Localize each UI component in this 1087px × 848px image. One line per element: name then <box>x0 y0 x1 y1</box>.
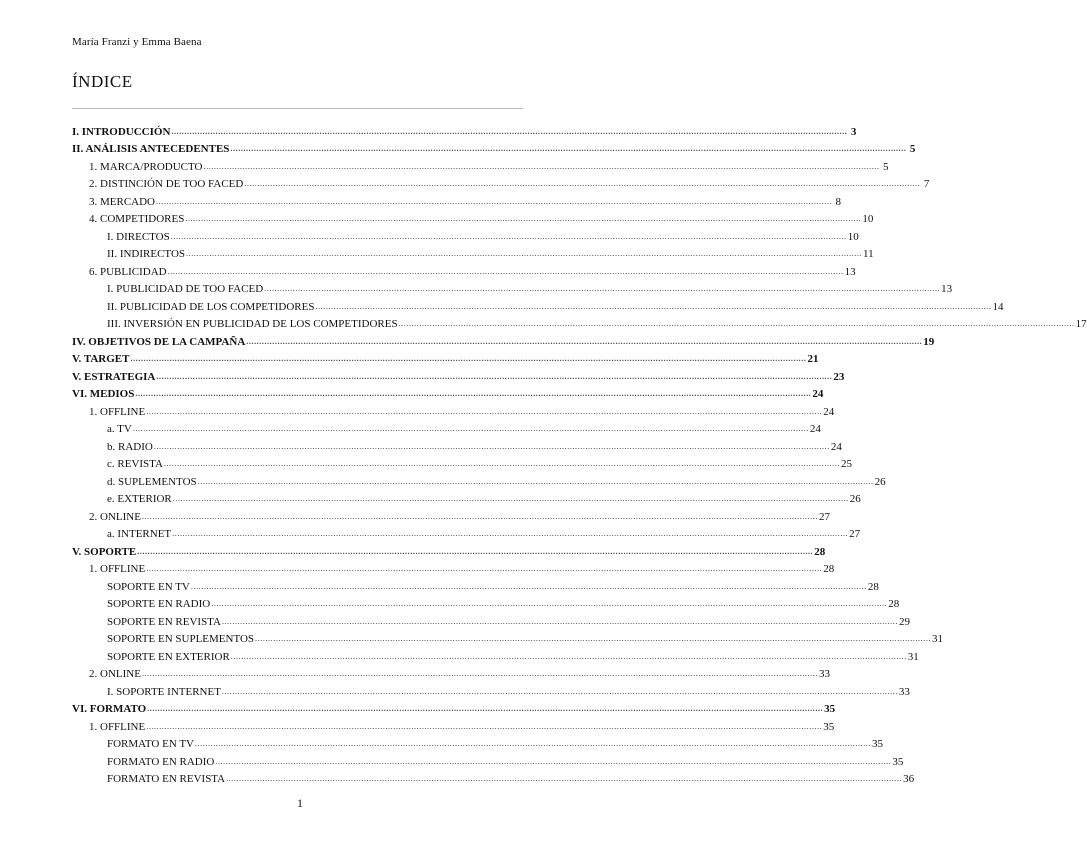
toc-leader-dots: .................................................................................................................................................................................................................................................................... <box>141 511 818 521</box>
toc-entry-page: 29 <box>898 615 910 628</box>
toc-entry-page: 5 <box>883 160 889 173</box>
page-title: ÍNDICE <box>72 72 133 91</box>
toc-leader-dots: .................................................................................................................................................................................................................................................................... <box>147 704 824 713</box>
toc-leader-dots: .................................................................................................................................................................................................................................................................... <box>255 634 932 643</box>
toc-leader-dots: .................................................................................................................................................................................................................................................................... <box>264 284 941 293</box>
toc-entry-page: 14 <box>992 300 1004 313</box>
toc-entry[interactable] <box>72 418 821 436</box>
toc-entry[interactable] <box>72 365 845 383</box>
toc-entry[interactable] <box>72 698 836 716</box>
toc-leader-dots: .................................................................................................................................................................................................................................................................... <box>197 476 874 486</box>
toc-leader-dots: .................................................................................................................................................................................................................................................................... <box>170 231 847 241</box>
toc-entry-title: V. ESTRATEGIA <box>72 370 156 383</box>
toc-entry-page: 24 <box>823 405 835 418</box>
toc-entry-page: 35 <box>824 703 836 715</box>
toc-entry-title: V. SOPORTE <box>72 545 137 558</box>
toc-entry-page: 10 <box>862 213 874 225</box>
toc-entry[interactable] <box>72 505 830 523</box>
toc-leader-dots: .................................................................................................................................................................................................................................................................... <box>244 179 921 188</box>
toc-entry-title: SOPORTE EN SUPLEMENTOS <box>107 633 255 645</box>
toc-leader-dots: .................................................................................................................................................................................................................................................................... <box>137 546 814 556</box>
page-number: 1 <box>297 796 303 810</box>
toc-entry-title: d. SUPLEMENTOS <box>107 475 197 488</box>
toc-leader-dots: .................................................................................................................................................................................................................................................................... <box>215 756 892 766</box>
toc-entry-page: 31 <box>907 650 919 663</box>
toc-entry[interactable] <box>72 768 915 786</box>
toc-entry-page: 28 <box>867 580 879 593</box>
toc-entry[interactable] <box>72 190 842 208</box>
toc-entry-title: b. RADIO <box>107 440 153 453</box>
toc-entry-page: 26 <box>874 475 886 488</box>
toc-entry-page: 24 <box>812 388 824 400</box>
toc-entry[interactable] <box>72 593 900 611</box>
toc-leader-dots: .................................................................................................................................................................................................................................................................... <box>195 739 871 748</box>
toc-entry-title: c. REVISTA <box>107 458 163 470</box>
toc-entry[interactable] <box>72 470 886 488</box>
toc-entry-title: I. PUBLICIDAD DE TOO FACED <box>107 283 264 295</box>
toc-entry[interactable] <box>72 645 919 663</box>
toc-entry[interactable] <box>72 488 861 506</box>
toc-leader-dots: .................................................................................................................................................................................................................................................................... <box>163 459 840 468</box>
toc-entry-title: 2. DISTINCIÓN DE TOO FACED <box>89 178 244 190</box>
toc-entry-title: I. DIRECTOS <box>107 230 170 243</box>
toc-leader-dots: .................................................................................................................................................................................................................................................................... <box>221 686 898 696</box>
toc-entry-page: 23 <box>833 370 845 383</box>
toc-leader-dots: .................................................................................................................................................................................................................................................................... <box>146 721 823 731</box>
toc-entry-page: 27 <box>818 510 830 523</box>
toc-entry[interactable] <box>72 225 859 243</box>
toc-entry-page: 28 <box>823 563 835 575</box>
toc-leader-dots: .................................................................................................................................................................................................................................................................... <box>167 266 844 276</box>
toc-entry-page: 7 <box>923 178 930 190</box>
toc-entry-title: VI. MEDIOS <box>72 388 135 400</box>
toc-entry[interactable] <box>72 663 830 681</box>
toc-entry-title: V. TARGET <box>72 353 130 365</box>
toc-entry-page: 13 <box>941 283 953 295</box>
toc-leader-dots: .................................................................................................................................................................................................................................................................... <box>146 564 823 573</box>
toc-entry[interactable] <box>72 400 835 418</box>
toc-leader-dots: .................................................................................................................................................................................................................................................................... <box>186 249 863 258</box>
toc-leader-dots: .................................................................................................................................................................................................................................................................... <box>153 441 830 451</box>
header-author: María Franzi y Emma Baena <box>72 36 202 48</box>
toc-entry[interactable] <box>72 138 916 156</box>
toc-entry-page: 27 <box>849 528 861 540</box>
toc-entry-title: II. PUBLICIDAD DE LOS COMPETIDORES <box>107 300 315 313</box>
toc-entry-page: 36 <box>903 773 915 785</box>
toc-entry-title: e. EXTERIOR <box>107 493 172 505</box>
toc-entry[interactable] <box>72 313 1087 331</box>
toc-entry-page: 24 <box>830 440 842 453</box>
toc-entry[interactable] <box>72 173 930 191</box>
toc-entry-page: 33 <box>898 685 910 698</box>
toc-entry-page: 28 <box>888 598 900 610</box>
toc-entry-page: 19 <box>923 335 935 348</box>
toc-entry[interactable] <box>72 610 910 628</box>
toc-leader-dots: .................................................................................................................................................................................................................................................................... <box>226 774 903 783</box>
toc-entry[interactable] <box>72 295 1004 313</box>
toc-entry-title: II. ANÁLISIS ANTECEDENTES <box>72 143 230 155</box>
toc-entry-title: I. SOPORTE INTERNET <box>107 685 221 698</box>
toc-entry-title: a. INTERNET <box>107 528 172 540</box>
toc-entry[interactable] <box>72 208 874 226</box>
toc-entry[interactable] <box>72 260 856 278</box>
toc-entry-title: FORMATO EN TV <box>107 738 194 750</box>
toc-entry[interactable] <box>72 435 842 453</box>
toc-entry[interactable] <box>72 383 824 401</box>
toc-entry-title: 4. COMPETIDORES <box>89 213 185 225</box>
toc-entry[interactable] <box>72 575 879 593</box>
toc-entry-title: a. TV <box>107 423 132 435</box>
toc-entry-title: FORMATO EN REVISTA <box>107 773 226 785</box>
toc-leader-dots: .................................................................................................................................................................................................................................................................... <box>246 336 923 346</box>
toc-entry-title: 6. PUBLICIDAD <box>89 265 167 278</box>
toc-leader-dots: .................................................................................................................................................................................................................................................................... <box>211 599 888 608</box>
toc-leader-dots: .................................................................................................................................................................................................................................................................... <box>135 389 812 398</box>
toc-leader-dots: .................................................................................................................................................................................................................................................................... <box>171 126 848 136</box>
toc-entry-title: SOPORTE EN REVISTA <box>107 615 221 628</box>
toc-leader-dots: .................................................................................................................................................................................................................................................................... <box>221 616 898 626</box>
toc-leader-dots: .................................................................................................................................................................................................................................................................... <box>172 529 849 538</box>
toc-entry-page: 35 <box>892 755 904 768</box>
toc-entry-page: 33 <box>818 668 830 680</box>
toc-entry[interactable] <box>72 558 835 576</box>
toc-leader-dots: .................................................................................................................................................................................................................................................................... <box>230 144 907 153</box>
toc-entry-page: 35 <box>823 720 835 733</box>
toc-entry-title: IV. OBJETIVOS DE LA CAMPAÑA <box>72 335 246 348</box>
toc-entry[interactable] <box>72 243 874 261</box>
toc-entry[interactable] <box>72 523 861 541</box>
toc-entry[interactable] <box>72 155 889 173</box>
toc-entry-title: VI. FORMATO <box>72 703 147 715</box>
toc-entry-title: 1. MARCA/PRODUCTO <box>89 160 203 173</box>
toc-entry[interactable] <box>72 680 910 698</box>
toc-entry-page: 21 <box>807 353 819 365</box>
toc-entry-page: 17 <box>1075 318 1087 330</box>
toc-leader-dots: .................................................................................................................................................................................................................................................................... <box>190 581 867 591</box>
toc-entry[interactable] <box>72 750 904 768</box>
toc-entry-page: 10 <box>847 230 859 243</box>
toc-entry-page: 35 <box>872 738 883 750</box>
toc-leader-dots: .................................................................................................................................................................................................................................................................... <box>315 301 992 311</box>
toc-entry-title: 1. OFFLINE <box>89 720 146 733</box>
toc-entry[interactable] <box>72 278 953 296</box>
toc-leader-dots: .................................................................................................................................................................................................................................................................... <box>141 669 818 678</box>
toc-entry[interactable] <box>72 540 826 558</box>
toc-entry[interactable] <box>72 348 819 366</box>
toc-leader-dots: .................................................................................................................................................................................................................................................................... <box>398 319 1075 328</box>
toc-entry-title: III. INVERSIÓN EN PUBLICIDAD DE LOS COMPETIDORES <box>107 318 398 330</box>
title-divider <box>72 108 523 109</box>
toc-entry-page: 24 <box>809 423 821 435</box>
toc-entry-title: II. INDIRECTOS <box>107 248 186 260</box>
toc-entry[interactable] <box>72 628 944 646</box>
toc-entry-page: 28 <box>814 545 826 558</box>
toc-entry[interactable] <box>72 715 835 733</box>
toc-entry[interactable] <box>72 453 852 471</box>
toc-entry-title: SOPORTE EN TV <box>107 580 190 593</box>
toc-entry-page: 31 <box>932 633 944 645</box>
toc-leader-dots: .................................................................................................................................................................................................................................................................... <box>172 494 849 503</box>
toc-leader-dots: .................................................................................................................................................................................................................................................................... <box>156 371 833 381</box>
toc-entry-page: 8 <box>835 195 842 208</box>
toc-entry-title: SOPORTE EN EXTERIOR <box>107 650 230 663</box>
table-of-contents <box>72 120 1087 785</box>
toc-entry-title: 2. ONLINE <box>89 510 141 523</box>
toc-entry-title: FORMATO EN RADIO <box>107 755 215 768</box>
toc-leader-dots: .................................................................................................................................................................................................................................................................... <box>130 354 807 363</box>
toc-entry-title: 3. MERCADO <box>89 195 156 208</box>
toc-entry-page: 3 <box>850 125 857 138</box>
toc-leader-dots: .................................................................................................................................................................................................................................................................... <box>230 651 907 661</box>
toc-entry-page: 25 <box>840 458 852 470</box>
toc-entry-title: 2. ONLINE <box>89 668 141 680</box>
toc-entry-title: I. INTRODUCCIÓN <box>72 125 171 138</box>
toc-entry[interactable] <box>72 120 857 138</box>
toc-entry[interactable] <box>72 330 935 348</box>
toc-entry-page: 5 <box>909 143 916 155</box>
toc-entry-title: 1. OFFLINE <box>89 405 146 418</box>
toc-entry-page: 26 <box>849 493 861 505</box>
toc-entry-page: 11 <box>863 248 874 260</box>
toc-leader-dots: .................................................................................................................................................................................................................................................................... <box>132 424 809 433</box>
toc-leader-dots: .................................................................................................................................................................................................................................................................... <box>185 214 862 223</box>
toc-entry-title: SOPORTE EN RADIO <box>107 598 211 610</box>
toc-leader-dots: .................................................................................................................................................................................................................................................................... <box>146 406 823 416</box>
toc-entry-title: 1. OFFLINE <box>89 563 146 575</box>
toc-entry[interactable] <box>72 733 883 751</box>
toc-entry-page: 13 <box>844 265 856 278</box>
toc-leader-dots: .................................................................................................................................................................................................................................................................... <box>203 161 880 171</box>
toc-leader-dots: .................................................................................................................................................................................................................................................................... <box>156 196 833 206</box>
